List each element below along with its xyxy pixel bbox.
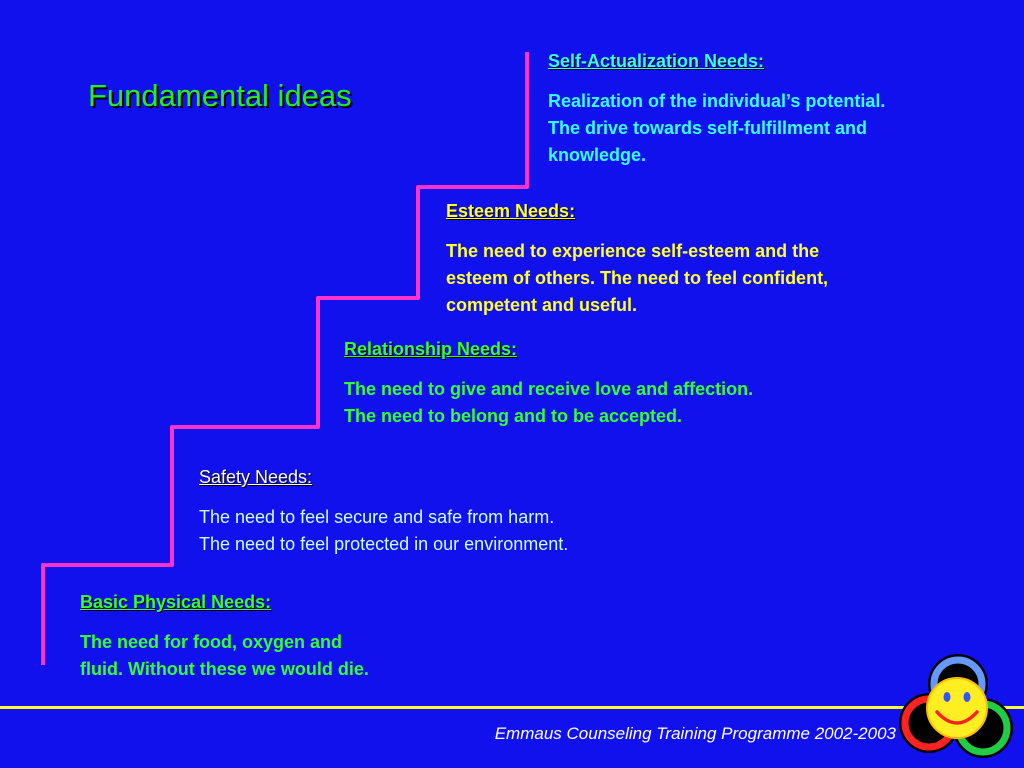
level-description: The need to give and receive love and affection. The need to belong and to be accepted.: [344, 379, 754, 426]
level-heading: Safety Needs:: [199, 467, 313, 487]
level-description: The need for food, oxygen and fluid. Without these we would die.: [80, 632, 369, 679]
level-self-actualization: [548, 48, 885, 169]
footer-text: Emmaus Counseling Training Programme 2002-2003: [494, 724, 896, 743]
slide-title: Fundamental ideas: [88, 78, 352, 113]
level-heading: Esteem Needs:: [446, 201, 576, 221]
level-description: The need to experience self-esteem and the esteem of others. The need to feel confident, competent and useful.: [446, 241, 829, 315]
footer-divider: [0, 706, 1024, 709]
level-heading: Basic Physical Needs:: [80, 592, 272, 612]
level-heading: Self-Actualization Needs:: [548, 51, 765, 71]
level-relationship: [344, 336, 753, 430]
level-description: Realization of the individual’s potential. The drive towards self-fulfillment and knowledge.: [548, 91, 886, 165]
level-safety: [199, 464, 568, 558]
level-heading: Relationship Needs:: [344, 339, 518, 359]
level-basic-physical: [80, 589, 369, 683]
smiley-face-rings-icon: [895, 650, 1017, 762]
level-esteem: [446, 198, 828, 319]
level-description: The need to feel secure and safe from harm. The need to feel protected in our environment.: [199, 507, 569, 554]
